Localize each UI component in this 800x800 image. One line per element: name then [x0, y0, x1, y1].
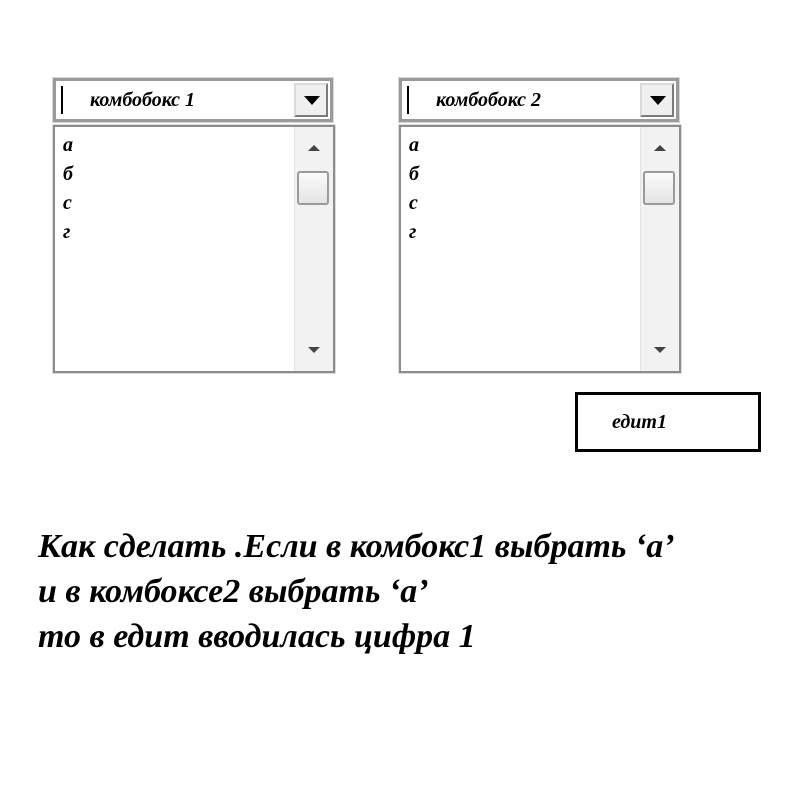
- text-cursor: [407, 86, 409, 114]
- scroll-up-arrow-icon[interactable]: [308, 145, 320, 151]
- scrollbar-thumb[interactable]: [643, 171, 675, 205]
- combobox-1-list[interactable]: [53, 125, 335, 373]
- chevron-down-icon: [650, 96, 666, 105]
- list-item[interactable]: а: [409, 134, 419, 156]
- scroll-up-arrow-icon[interactable]: [654, 145, 666, 151]
- edit-field-value: едит1: [612, 411, 667, 433]
- list-item[interactable]: б: [409, 163, 419, 185]
- combobox-1-label: комбобокс 1: [90, 89, 195, 111]
- combobox-1-scrollbar[interactable]: [294, 127, 333, 371]
- combobox-2[interactable]: [399, 78, 679, 122]
- list-item[interactable]: а: [63, 134, 73, 156]
- scroll-down-arrow-icon[interactable]: [308, 347, 320, 353]
- combobox-1-items: [63, 131, 73, 247]
- question-line: то в едит вводилась цифра 1: [38, 618, 476, 655]
- chevron-down-icon: [304, 96, 320, 105]
- scroll-down-arrow-icon[interactable]: [654, 347, 666, 353]
- question-line: Как сделать .Если в комбокс1 выбрать ‘а’: [38, 528, 675, 565]
- combobox-1-dropdown-button[interactable]: [294, 83, 328, 117]
- combobox-2-scrollbar[interactable]: [640, 127, 679, 371]
- list-item[interactable]: б: [63, 163, 73, 185]
- combobox-2-list[interactable]: [399, 125, 681, 373]
- list-item[interactable]: г: [63, 221, 71, 243]
- scrollbar-thumb[interactable]: [297, 171, 329, 205]
- text-cursor: [61, 86, 63, 114]
- question-text: [38, 524, 788, 659]
- combobox-2-items: [409, 131, 419, 247]
- list-item[interactable]: с: [63, 192, 72, 214]
- edit-field[interactable]: [575, 392, 761, 452]
- list-item[interactable]: г: [409, 221, 417, 243]
- combobox-1[interactable]: [53, 78, 333, 122]
- combobox-2-label: комбобокс 2: [436, 89, 541, 111]
- combobox-2-dropdown-button[interactable]: [640, 83, 674, 117]
- list-item[interactable]: с: [409, 192, 418, 214]
- question-line: и в комбоксе2 выбрать ‘а’: [38, 573, 429, 610]
